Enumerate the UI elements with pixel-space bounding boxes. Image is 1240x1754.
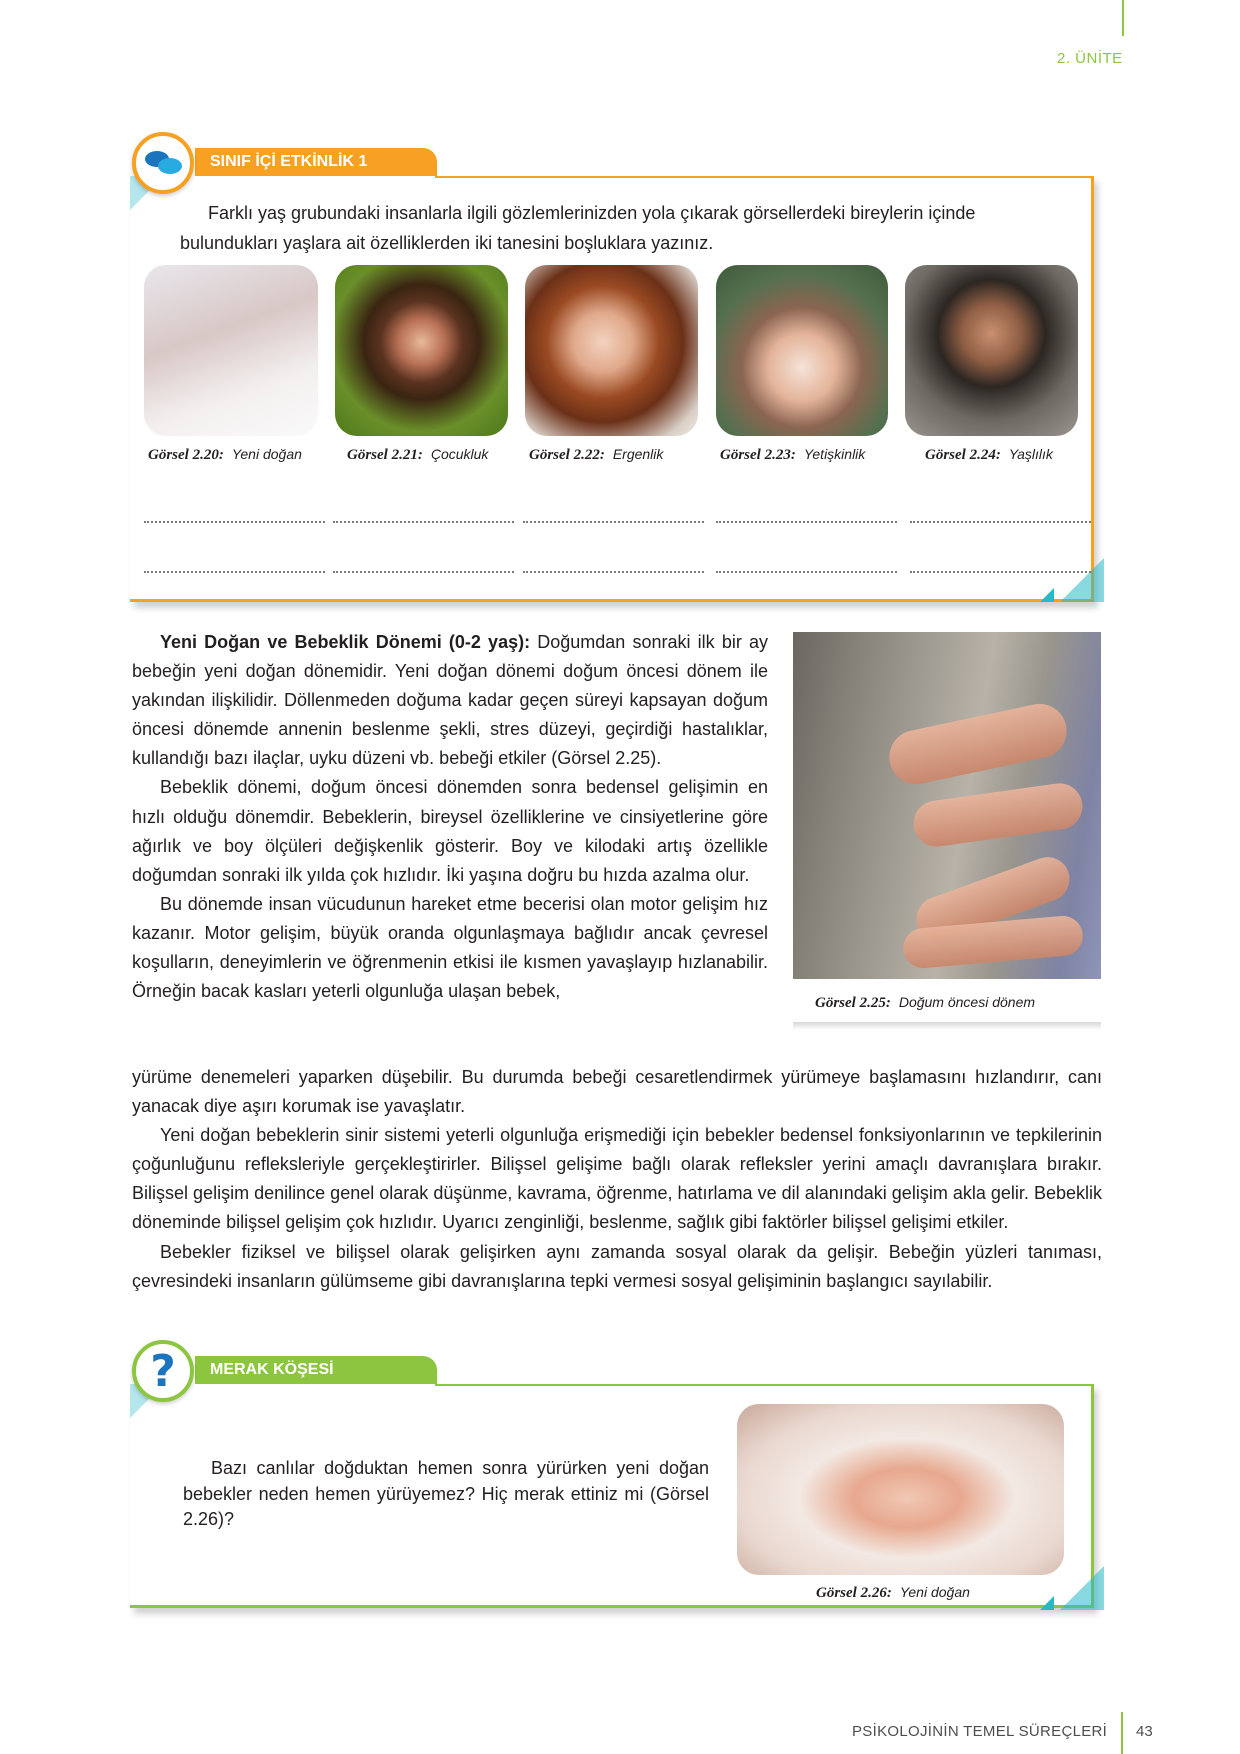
caption-2-20: Görsel 2.20: Yeni doğan xyxy=(148,446,302,463)
merak-corner-bottom-left xyxy=(1040,1596,1054,1610)
answer-line[interactable] xyxy=(144,521,325,523)
paragraph: Bebeklik dönemi, doğum öncesi dönemden sonra bedensel gelişimin en hızlı olduğu dönemdir. Bebeklerin, bireysel özelliklerine ve cinsiyetlerine göre ağırlık ve boy ölçüleri değişkenlik gösterir. Boy ve kilodaki artış özellikle doğumdan sonraki ilk yılda çok hızlıdır. İki yaşına doğru bu hızda azalma olur. xyxy=(132,777,768,885)
paragraph-continuation: yürüme denemeleri yaparken düşebilir. Bu durumda bebeği cesaretlendirmek yürümeye başlamasını hızlandırır, canı yanacak diye aşırı korumak ise yavaşlatır. xyxy=(132,1067,1102,1117)
activity-title: SINIF İÇİ ETKİNLİK 1 xyxy=(195,148,437,176)
photo-teen xyxy=(525,265,698,436)
unit-label: 2. ÜNİTE xyxy=(1057,50,1123,67)
body-full-width xyxy=(132,1063,1102,1296)
answer-line[interactable] xyxy=(910,571,1091,573)
caption-2-26: Görsel 2.26: Yeni doğan xyxy=(816,1584,970,1601)
answer-line[interactable] xyxy=(716,571,897,573)
section-heading: Yeni Doğan ve Bebeklik Dönemi (0-2 yaş): xyxy=(160,632,531,652)
photo-pregnancy xyxy=(793,632,1101,979)
answer-line[interactable] xyxy=(716,521,897,523)
photo-newborn-blanket xyxy=(737,1404,1064,1575)
paragraph: Yeni Doğan ve Bebeklik Dönemi (0-2 yaş): Doğumdan sonraki ilk bir ay bebeğin yeni doğan dönemidir. Yeni doğan dönemi doğum öncesi dönem ile yakından ilişkilidir. Döllenmeden doğuma kadar geçen süreyi kapsayan doğum öncesi dönemde annenin beslenme şekli, stres düzeyi, geçirdiği hastalıklar, kullandığı bazı ilaçlar, uyku düzeni vb. bebeği etkiler (Görsel 2.25). xyxy=(132,632,768,769)
answer-line[interactable] xyxy=(523,521,704,523)
caption-2-22: Görsel 2.22: Ergenlik xyxy=(529,446,664,463)
question-mark-icon: ? xyxy=(132,1340,194,1402)
answer-line[interactable] xyxy=(333,571,514,573)
caption-2-21: Görsel 2.21: Çocukluk xyxy=(347,446,489,463)
paragraph: Bu dönemde insan vücudunun hareket etme becerisi olan motor gelişim hız kazanır. Motor gelişim, büyük oranda olgunlaşmaya bağlıdır ancak çevresel koşulların, deneyimlerin ve öğrenmenin etkisi ile kısmen yavaşlayıp hızlanabilir. Örneğin bacak kasları yeterli olgunluğa ulaşan bebek, xyxy=(132,893,768,1002)
page-number: 43 xyxy=(1136,1723,1153,1740)
answer-line[interactable] xyxy=(523,571,704,573)
footer-divider xyxy=(1121,1712,1123,1754)
merak-text: Bazı canlılar doğduktan hemen sonra yürürken yeni doğan bebekler neden hemen yürüyemez? Hiç merak ettiniz mi (Görsel 2.26)? xyxy=(183,1458,709,1530)
caption-2-23: Görsel 2.23: Yetişkinlik xyxy=(720,446,866,463)
figure-shadow xyxy=(793,1022,1101,1030)
answer-line[interactable] xyxy=(333,521,514,523)
photo-newborn xyxy=(144,265,318,436)
paragraph: Yeni doğan bebeklerin sinir sistemi yeterli olgunluğa erişmediği için bebekler bedensel fonksiyonlarının ve tepkilerinin çoğunluğunu refleksleriyle gerçekleştirirler. Bilişsel gelişime bağlı olarak refleksler yerini amaçlı davranışlara bırakır. Bilişsel gelişim denilince genel olarak düşünme, kavrama, öğrenme, hatırlama ve dil alanındaki gelişim akla gelir. Bebeklik döneminde bilişsel gelişim çok hızlıdır. Uyarıcı zenginliği, beslenme, sağlık gibi faktörler bilişsel gelişimi etkiler. xyxy=(132,1125,1102,1233)
speech-bubbles-icon xyxy=(132,132,194,194)
photo-family xyxy=(716,265,888,436)
footer-title: PSİKOLOJİNİN TEMEL SÜREÇLERİ xyxy=(852,1723,1108,1740)
paragraph: Bebekler fiziksel ve bilişsel olarak gelişirken aynı zamanda sosyal olarak da gelişir. Bebeğin yüzleri tanıması, çevresindeki insanların gülümseme gibi davranışlarına tepki vermesi sosyal gelişiminin başlangıcı sayılabilir. xyxy=(132,1241,1102,1291)
answer-line[interactable] xyxy=(144,571,325,573)
activity-instruction: Farklı yaş grubundaki insanlarla ilgili gözlemlerinizden yola çıkarak görsellerdeki bireylerin içinde bulundukları yaşlara ait özelliklerden iki tanesini boşluklara yazınız. xyxy=(180,203,976,253)
merak-title: MERAK KÖŞESİ xyxy=(195,1356,437,1384)
photo-child xyxy=(335,265,508,436)
activity-corner-bottom-right xyxy=(1060,558,1104,602)
merak-corner-bottom-right xyxy=(1060,1566,1104,1610)
body-column xyxy=(132,628,768,1006)
top-divider xyxy=(1122,0,1124,36)
activity-corner-bottom-left xyxy=(1040,588,1054,602)
caption-2-24: Görsel 2.24: Yaşlılık xyxy=(925,446,1053,463)
caption-2-25: Görsel 2.25: Doğum öncesi dönem xyxy=(815,994,1036,1011)
photo-elderly xyxy=(905,265,1078,436)
answer-line[interactable] xyxy=(910,521,1091,523)
